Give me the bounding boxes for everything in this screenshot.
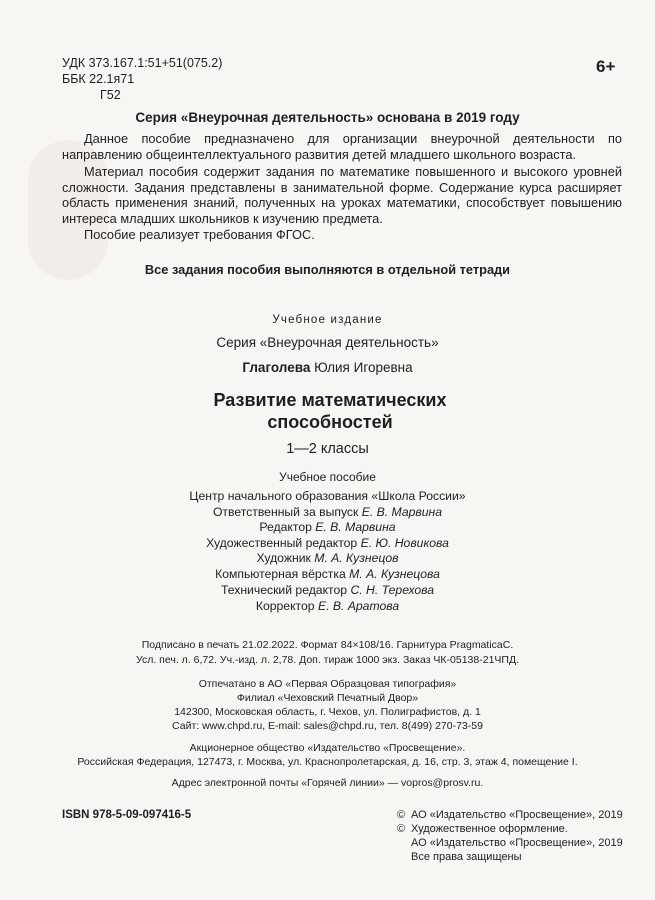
edition-type: Учебное издание — [272, 314, 383, 326]
author-surname: Глаголева — [242, 360, 311, 375]
credit-line: Компьютерная вёрстка М. А. Кузнецова — [215, 567, 440, 581]
printer-line: Отпечатано в АО «Первая Образцовая типография» — [198, 678, 457, 690]
udk-code: УДК 373.167.1:51+51(075.2) — [62, 56, 223, 70]
description-paragraph-2: Материал пособия содержит задания по математике повышенного и высокого уровней сложности. Задания представлены в занимательной форме. Содержание курса расширяет область применения знаний, полученных на уроках математики, способствует повышению интереса младших школьников к изучению предмета. — [62, 164, 622, 226]
isbn: ISBN 978-5-09-097416-5 — [62, 809, 192, 821]
series-name: Серия «Внеурочная деятельность» — [216, 335, 439, 350]
credit-line: Художник М. А. Кузнецов — [256, 551, 399, 565]
book-type: Учебное пособие — [279, 470, 376, 484]
credit-line: Редактор Е. В. Марвина — [259, 520, 396, 534]
print-info-line: Подписано в печать 21.02.2022. Формат 84×108/16. Гарнитура PragmaticaC. — [141, 639, 514, 651]
printer-line: 142300, Московская область, г. Чехов, ул. Полиграфистов, д. 1 — [174, 706, 481, 718]
author — [0, 360, 655, 375]
copyright-line: © АО «Издательство «Просвещение», 2019 — [397, 809, 623, 821]
hotline: Адрес электронной почты «Горячей линии» — vopros@prosv.ru. — [171, 777, 484, 789]
bbk-code: ББК 22.1я71 — [62, 72, 135, 86]
printer-line: Сайт: www.chpd.ru, E-mail: sales@chpd.ru, тел. 8(499) 270-73-59 — [172, 720, 483, 732]
series-statement: Серия «Внеурочная деятельность» основана в 2019 году — [135, 110, 520, 125]
credit-line: Ответственный за выпуск Е. В. Марвина — [212, 505, 443, 519]
publisher-line: Российская Федерация, 127473, г. Москва, ул. Краснопролетарская, д. 16, стр. 3, этаж 4, помещение I. — [77, 756, 578, 768]
copyright-line: © Художественное оформление. — [397, 823, 568, 835]
book-title: Развитие математических способностей — [213, 390, 447, 432]
credit-line: Художественный редактор Е. Ю. Новикова — [206, 536, 449, 550]
printer-line: Филиал «Чеховский Печатный Двор» — [236, 692, 419, 704]
author-name: Юлия Игоревна — [314, 360, 413, 375]
notebook-notice: Все задания пособия выполняются в отдельной тетради — [144, 262, 511, 277]
credit-line: Технический редактор С. Н. Терехова — [220, 583, 435, 597]
description-paragraph-3: Пособие реализует требования ФГОС. — [84, 227, 315, 242]
credit-line: Центр начального образования «Школа России» — [189, 489, 466, 503]
grades: 1—2 классы — [286, 441, 369, 457]
author-mark: Г52 — [100, 88, 121, 102]
print-info-line: Усл. печ. л. 6,72. Уч.-изд. л. 2,78. Доп. тираж 1000 экз. Заказ ЧК-05138-21ЧПД. — [136, 654, 519, 666]
credit-line: Корректор Е. В. Аратова — [255, 599, 400, 613]
publisher-line: Акционерное общество «Издательство «Просвещение». — [189, 742, 466, 754]
copyright-line: Все права защищены — [411, 851, 522, 863]
description-paragraph-1: Данное пособие предназначено для организации внеурочной деятельности по направлению общеинтеллектуального развития детей младшего школьного возраста. — [62, 131, 622, 162]
age-rating: 6+ — [596, 57, 616, 76]
copyright-line: АО «Издательство «Просвещение», 2019 — [411, 837, 623, 849]
